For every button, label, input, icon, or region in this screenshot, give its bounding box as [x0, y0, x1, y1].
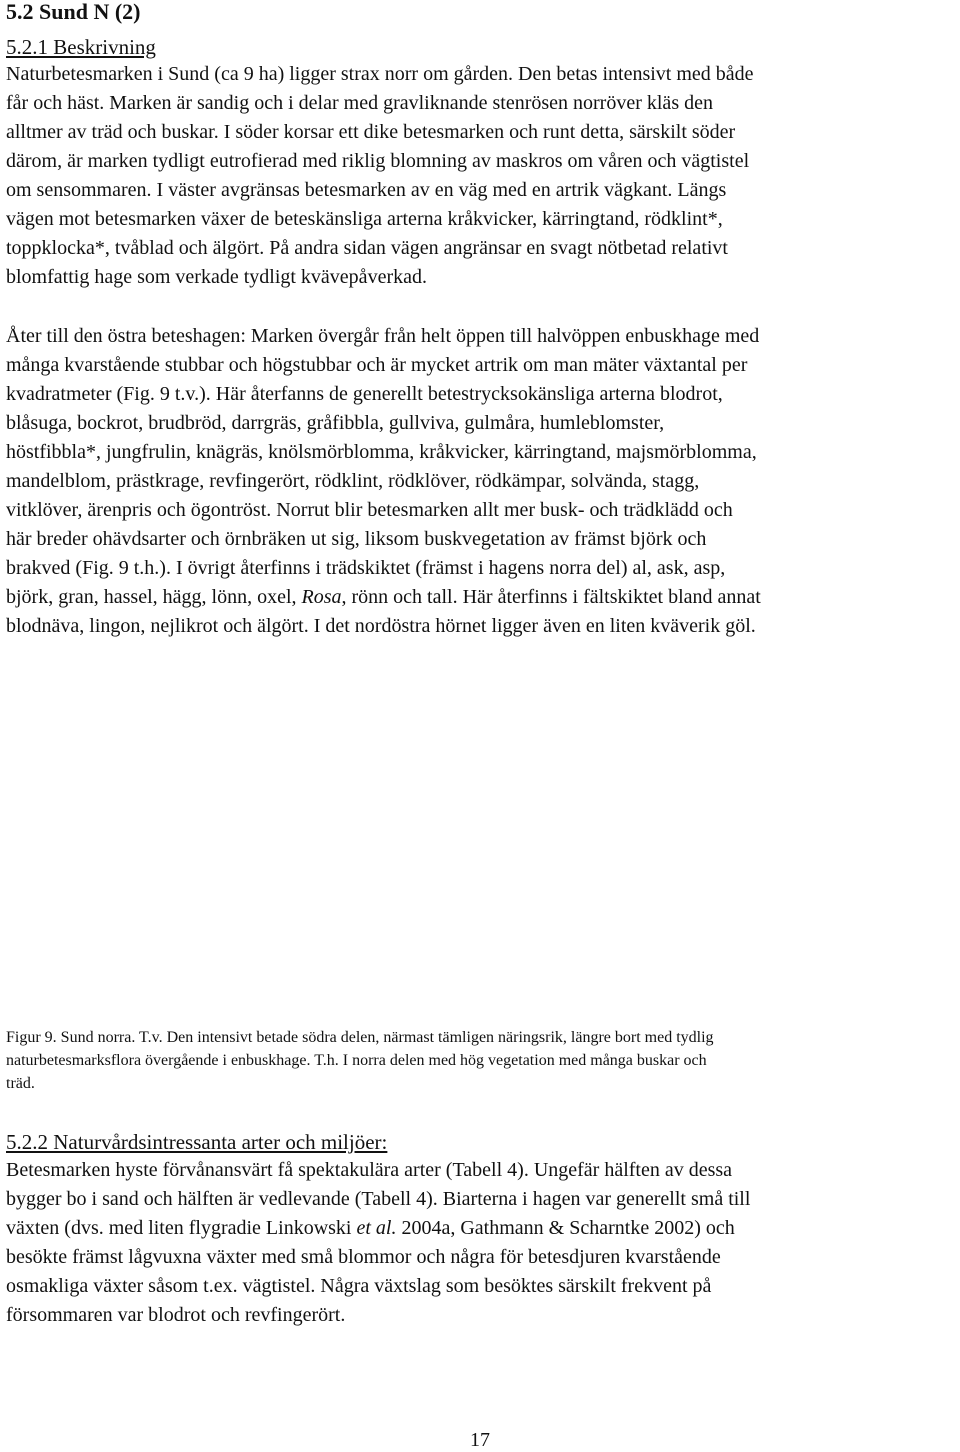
subsection-heading-naturvard: 5.2.2 Naturvårdsintressanta arter och miljöer: [6, 1130, 388, 1154]
paragraph-east-pasture [6, 322, 956, 641]
text-line: vitklöver, ärenpris och ögontröst. Norrut blir betesmarken allt mer busk- och trädklädd och [6, 499, 733, 521]
text-line: besökte främst lågvuxna växter med små blommor och några för betesdjuren kvarstående [6, 1246, 721, 1268]
text-segment: , rönn och tall. Här återfinns i fältskiktet bland annat [341, 586, 761, 608]
text-line: mandelblom, prästkrage, revfingerört, rödklint, rödklöver, rödkämpar, solvända, stagg, [6, 470, 700, 492]
text-line: osmakliga växter såsom t.ex. vägtistel. Några växtslag som besöktes särskilt frekvent på [6, 1275, 712, 1297]
italic-taxon: Rosa [301, 586, 342, 608]
text-line: får och häst. Marken är sandig och i delar med gravliknande stenrösen norröver kläs den [6, 92, 713, 114]
text-line: Naturbetesmarken i Sund (ca 9 ha) ligger strax norr om gården. Den betas intensivt med både [6, 63, 754, 85]
text-line: Åter till den östra beteshagen: Marken övergår från helt öppen till halvöppen enbuskhage med [6, 325, 760, 347]
text-line: blodnäva, lingon, nejlikrot och älgört. I det nordöstra hörnet ligger även en liten kväverik göl. [6, 615, 756, 637]
text-line-with-italic [6, 583, 956, 612]
text-segment: 2004a, Gathmann & Scharntke 2002) och [396, 1217, 735, 1239]
text-line: många kvarstående stubbar och högstubbar och är mycket artrik om man mäter växtantal per [6, 354, 748, 376]
italic-citation: et al. [356, 1217, 397, 1239]
text-line: bygger bo i sand och hälften är vedlevande (Tabell 4). Biarterna i hagen var generellt små till [6, 1188, 751, 1210]
paragraph-species [6, 1156, 956, 1330]
text-line-with-italic [6, 1214, 956, 1243]
text-line: kvadratmeter (Fig. 9 t.v.). Här återfanns de generellt betestrycksokänsliga arterna blodrot, [6, 383, 723, 405]
text-segment: björk, gran, hassel, hägg, lönn, oxel, [6, 586, 302, 608]
text-line: blåsuga, bockrot, brudbröd, darrgräs, gråfibbla, gullviva, gulmåra, humleblomster, [6, 412, 665, 434]
paragraph-description [6, 60, 956, 292]
text-line: höstfibbla*, jungfrulin, knägräs, knölsmörblomma, kråkvicker, kärringtand, majsmörblomma, [6, 441, 757, 463]
caption-line: naturbetesmarksflora övergående i enbuskhage. T.h. I norra delen med hög vegetation med många buskar och [6, 1052, 707, 1069]
figure-caption [6, 1026, 956, 1095]
caption-line: träd. [6, 1075, 35, 1092]
text-line: blomfattig hage som verkade tydligt kvävepåverkad. [6, 266, 427, 288]
text-line: brakved (Fig. 9 t.h.). I övrigt återfinns i trädskiktet (främst i hagens norra del) al, ask, asp, [6, 557, 726, 579]
text-line: vägen mot betesmarken växer de beteskänsliga arterna kråkvicker, kärringtand, rödklint*, [6, 208, 723, 230]
text-line: om sensommaren. I väster avgränsas betesmarken av en väg med en artrik vägkant. Längs [6, 179, 727, 201]
text-line: Betesmarken hyste förvånansvärt få spektakulära arter (Tabell 4). Ungefär hälften av dessa [6, 1159, 733, 1181]
text-line: därom, är marken tydligt eutrofierad med riklig blomning av maskros om våren och vägtistel [6, 150, 750, 172]
caption-line: Figur 9. Sund norra. T.v. Den intensivt betade södra delen, närmast tämligen näringsrik, längre bort med tydlig [6, 1029, 714, 1046]
subsection-heading-beskrivning: 5.2.1 Beskrivning [6, 35, 156, 59]
text-line: försommaren var blodrot och revfingerört. [6, 1304, 346, 1326]
text-line: här breder ohävdsarter och örnbräken ut sig, liksom buskvegetation av främst björk och [6, 528, 707, 550]
text-line: alltmer av träd och buskar. I söder korsar ett dike betesmarken och runt detta, särskilt söder [6, 121, 736, 143]
section-heading: 5.2 Sund N (2) [6, 0, 141, 24]
page-number: 17 [470, 1429, 490, 1451]
text-line: toppklocka*, tvåblad och älgört. På andra sidan vägen angränsar en svagt nötbetad relativt [6, 237, 728, 259]
text-segment: växten (dvs. med liten flygradie Linkowski [6, 1217, 357, 1239]
